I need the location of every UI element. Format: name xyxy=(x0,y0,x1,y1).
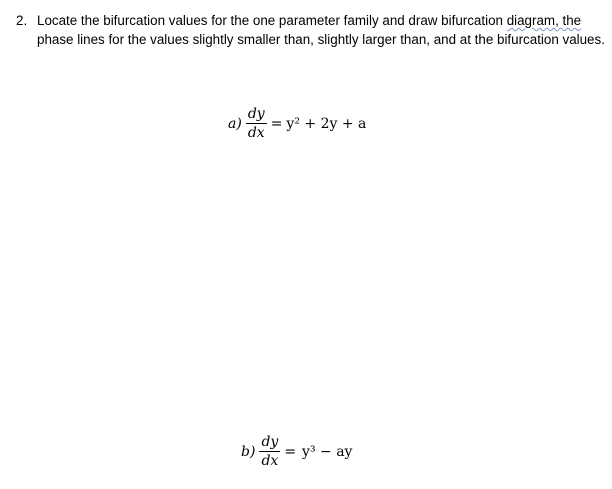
problem-text-part2: phase lines for the values slightly smaller than, slightly larger than, and at the bifurcation values. xyxy=(37,32,605,47)
problem-statement xyxy=(37,11,609,49)
equation-a xyxy=(228,106,366,141)
problem-text-part1: Locate the bifurcation values for the one parameter family and draw bifurcation xyxy=(37,13,507,28)
equation-a-label: a) xyxy=(228,115,242,132)
equation-b-equals: = xyxy=(284,443,297,460)
equation-b xyxy=(241,434,352,469)
equation-b-derivative xyxy=(259,434,280,469)
equation-a-derivative xyxy=(246,106,267,141)
equation-b-label: b) xyxy=(241,443,256,460)
problem-number: 2. xyxy=(16,13,28,28)
equation-a-denominator: dx xyxy=(247,125,265,141)
spellcheck-flagged-text: diagram, the xyxy=(506,13,582,28)
equation-a-equals: = xyxy=(270,115,283,132)
equation-a-rhs: y² + 2y + a xyxy=(286,115,367,132)
equation-b-denominator: dx xyxy=(261,453,279,469)
equation-b-numerator: dy xyxy=(261,434,279,450)
equation-b-rhs: y³ − ay xyxy=(302,443,353,460)
equation-a-numerator: dy xyxy=(247,106,265,122)
